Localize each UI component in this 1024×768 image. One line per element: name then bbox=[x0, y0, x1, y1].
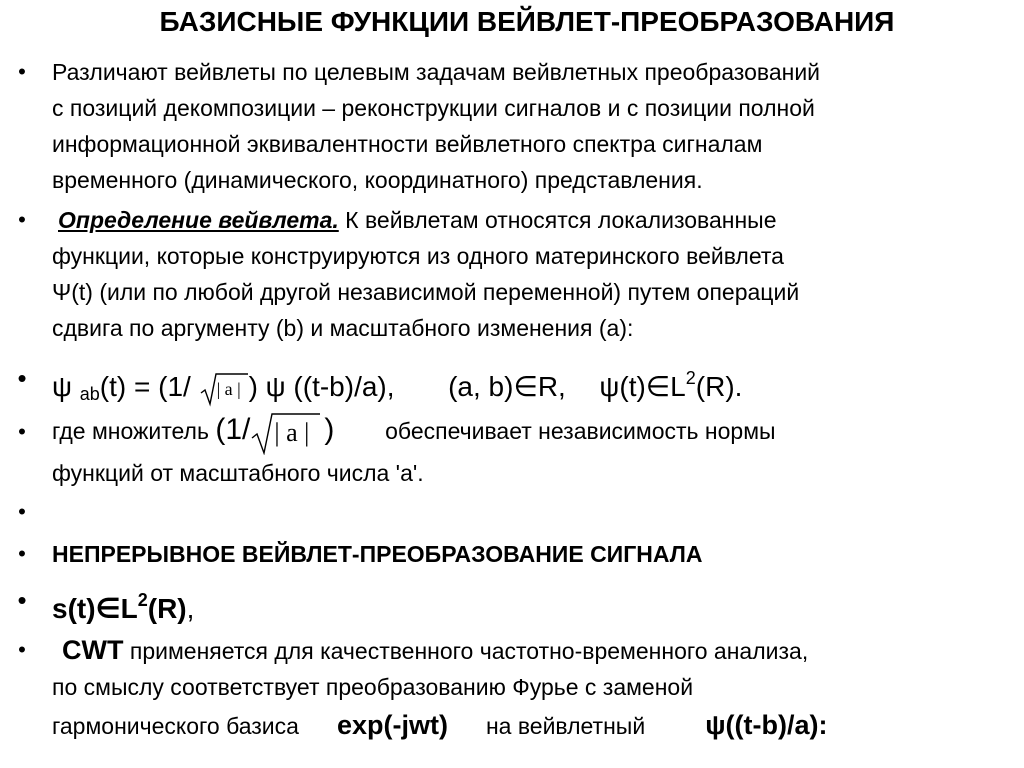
section-heading: НЕПРЕРЫВНОЕ ВЕЙВЛЕТ-ПРЕОБРАЗОВАНИЕ СИГНАЛА bbox=[52, 541, 703, 567]
sqrt-argument: | a | bbox=[216, 378, 241, 399]
formula-domain: (a, b)∈R, bbox=[448, 371, 566, 402]
text-fragment: обеспечивает независимость нормы bbox=[385, 418, 776, 444]
list-item-wavelet-definition bbox=[12, 202, 1012, 346]
factor-close: ) bbox=[324, 413, 335, 446]
list-item-normalization bbox=[12, 414, 1012, 491]
slide-title: БАЗИСНЫЕ ФУНКЦИИ ВЕЙВЛЕТ-ПРЕОБРАЗОВАНИЯ bbox=[159, 6, 895, 37]
square-root-icon bbox=[199, 371, 249, 407]
comma: , bbox=[186, 593, 195, 624]
text-line: временного (динамического, координатного) представления. bbox=[52, 167, 703, 193]
wavelet-formula bbox=[52, 358, 1012, 414]
subscript-ab: ab bbox=[79, 384, 100, 404]
bullet-icon: • bbox=[18, 541, 26, 566]
text-line: по смыслу соответствует преобразованию Фурье с заменой bbox=[52, 674, 694, 700]
text-line: функций от масштабного числа 'а'. bbox=[52, 459, 424, 486]
list-item-wavelet-formula bbox=[12, 358, 1012, 414]
text-fragment: применяется для качественного частотно-временного анализа, bbox=[123, 638, 809, 664]
text-line: Ψ(t) (или по любой другой независимой переменной) путем операций bbox=[52, 279, 800, 305]
text-fragment: К вейвлетам относятся локализованные bbox=[338, 207, 777, 233]
text-fragment: на вейвлетный bbox=[485, 713, 646, 739]
signal-membership: s(t)∈L bbox=[52, 593, 138, 624]
formula-membership: ψ(t)∈L bbox=[599, 371, 686, 402]
square-root-icon bbox=[250, 411, 324, 455]
list-item-signal-space bbox=[12, 580, 1012, 629]
superscript-2: 2 bbox=[137, 590, 148, 610]
bullet-icon: • bbox=[18, 499, 26, 524]
list-item-wavelet-classification bbox=[12, 54, 1012, 198]
text-fragment: где множитель bbox=[52, 418, 216, 444]
sqrt-argument: | a | bbox=[274, 417, 310, 447]
definition-term: Определение вейвлета. bbox=[58, 207, 339, 233]
superscript-2: 2 bbox=[685, 368, 696, 388]
factor-open: (1/ bbox=[215, 413, 251, 446]
bullet-icon: • bbox=[18, 419, 26, 444]
signal-space: (R) bbox=[147, 593, 187, 624]
text-line: с позиций декомпозиции – реконструкции сигналов и с позиции полной bbox=[52, 95, 815, 121]
list-item-cwt-heading bbox=[12, 536, 1012, 572]
text-line: Различают вейвлеты по целевым задачам вейвлетных преобразований bbox=[52, 59, 821, 85]
exp-expression: exp(-jwt) bbox=[336, 710, 448, 740]
text-fragment: гармонического базиса bbox=[52, 713, 299, 739]
formula-lhs: (t) = (1/ bbox=[99, 371, 191, 402]
formula-rhs: ) ψ ((t-b)/a), bbox=[248, 371, 395, 402]
psi-symbol: ψ bbox=[52, 371, 72, 402]
list-item-cwt-description bbox=[12, 632, 1012, 746]
cwt-term: CWT bbox=[62, 635, 124, 665]
text-line: информационной эквивалентности вейвлетного спектра сигналам bbox=[52, 131, 763, 157]
formula-space: (R). bbox=[695, 371, 743, 402]
text-line: функции, которые конструируются из одного материнского вейвлета bbox=[52, 243, 784, 269]
bullet-icon: • bbox=[17, 585, 27, 615]
text-line: сдвига по аргументу (b) и масштабного изменения (a): bbox=[52, 315, 634, 341]
bullet-icon: • bbox=[18, 207, 26, 232]
bullet-icon: • bbox=[18, 637, 26, 662]
bullet-icon: • bbox=[18, 59, 26, 84]
psi-expression: ψ((t-b)/a): bbox=[705, 710, 828, 740]
bullet-icon: • bbox=[17, 363, 27, 393]
